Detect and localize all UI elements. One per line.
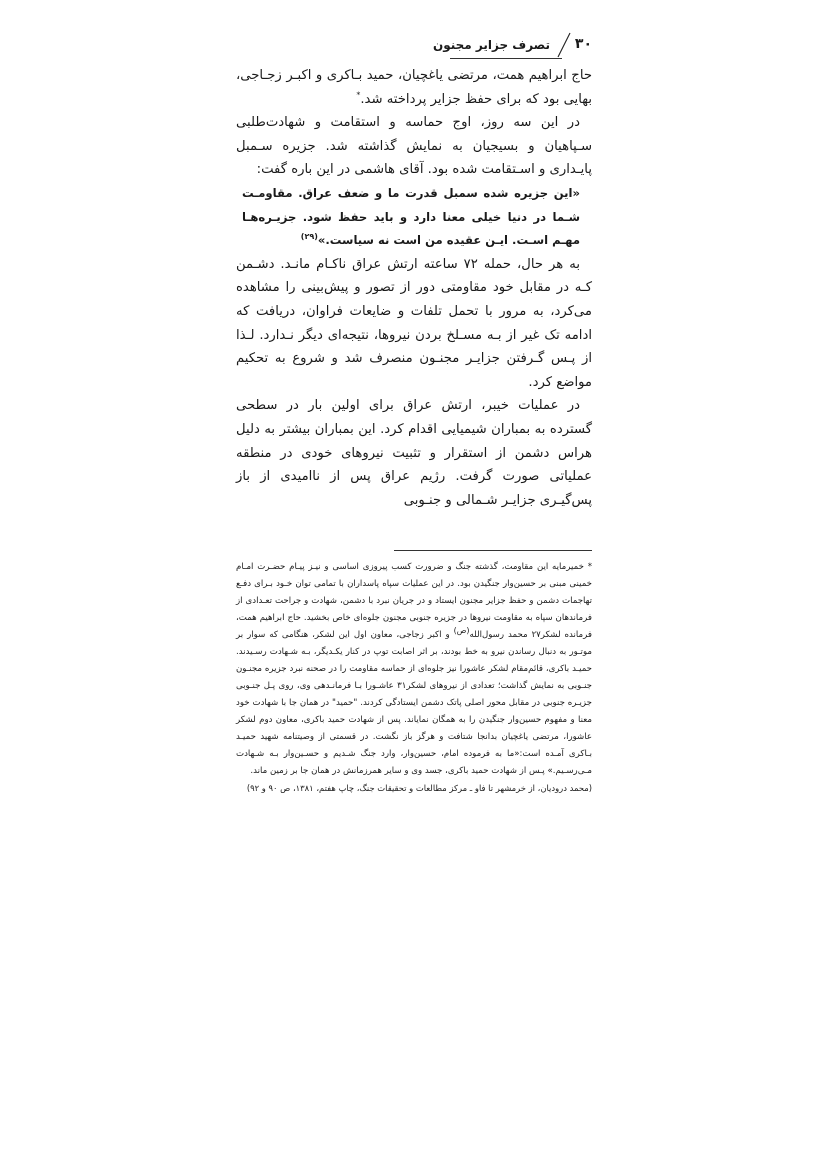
paragraph: در این سه روز، اوج حماسه و استقامت و شهادت‌طلبی سـپاهیان و بسیجیان به نمایش گذاشته شد. جزیره سـمبل پایـداری و اسـتقامت شده بود. آقای هاشمی در این باره گفت:: [236, 115, 592, 178]
paragraph: [236, 64, 592, 111]
footnote-marker: *: [356, 90, 361, 100]
reference-number: (۲۹): [300, 232, 318, 242]
divider-slash-icon: [556, 32, 572, 58]
footnote-mark: *: [587, 562, 592, 573]
footnote: [236, 559, 592, 797]
paragraph-text: حاج ابراهیم همت، مرتضی یاغچیان، حمید بـاکری و اکبـر زجـاجی، بهایی بود که برای حفظ جزایر پرداخته شد.: [236, 68, 592, 107]
paragraph: در عملیات خیبر، ارتش عراق برای اولین بار در سطحی گسترده به بمباران شیمیایی اقدام کرد. این بمباران بیشتر به دلیل هراس دشمن از استقرار و تثبیت نیروهای خودی در منطقه عملیاتی صورت گرفت. رژیم عراق پس از ناامیدی از باز پس‌گیـری جزایـر شـمالی و جنـوبی: [236, 398, 592, 508]
quotation: [236, 182, 592, 253]
quotation-text: «این جزیره شده سمبل قدرت ما و ضعف عراق. مقاومـت شـما در دنیا خیلی معنا دارد و باید حفظ شود. جزیـره‌هـا مهـم اسـت. ایـن عقیده من است نه سیاست.»: [242, 185, 580, 248]
book-page: [236, 30, 592, 797]
footnote-text-a: خمیرمایه این مقاومت، گذشته جنگ و ضرورت کسب پیروزی اساسی و نیـز پیـام حضـرت امـام خمینی مبنی بر حسین‌وار جنگیدن بود. در این عملیات سپاه پاسداران با تمامی توان خـود بـرای دفـع تهاجمات دشمن و حفظ جزایر مجنون ایستاد و در جریان نبرد با دشمن، شهادت و جراحت تعـدادی از فرماندهان سپاه به مقاومت نیروها در جزیره جنوبی مجنون جلوه‌ای خاص بخشید. حاج ابراهیم همت، فرمانده لشکر۲۷ محمد رسول‌الله: [236, 562, 593, 641]
page-header: [236, 30, 592, 60]
main-text: [236, 64, 592, 512]
footnote-rule: [394, 550, 592, 551]
footnote-text-b: و اکبر زجاجی، معاون اول این لشکر، هنگامی که سوار بر موتـور به دنبال رساندن نیرو به خط بودند، بر اثر اصابت توپ در کنار یکـدیگر، بـه شـهادت رسـیدند. حمیـد باکری، قائم‌مقام لشکر عاشورا نیز جلوه‌ای از حماسه مقاومت را در صحنه نبرد جزیره مجنـون جنـوبی به نمایش گذاشت؛ تعدادی از نیروهای لشکر۳۱ عاشـورا بـا فرمانـدهی وی، روی پـل جنـوبی جزیـره جنوبی در مقابل محور اصلی پاتک دشمن ایستادگی کردند. "حمید" در همان جا با شهادت خود معنا و مفهوم حسین‌وار جنگیدن را به همگان نمایاند. پس از شهادت حمید باکری، معاون دوم لشکر عاشورا، مرتضی یاغچیان بدانجا شتافت و هرگز باز نگشت. در قسمتی از وصیتنامه شهید حمیـد بـاکری آمـده است:«ما به فرموده امام، حسین‌وار، وارد جنگ شـدیم و حسـین‌وار بـه شـهادت مـی‌رسـیم.» پـس از شهادت حمید باکری، جسد وی و سایر همرزمانش در همان جا بر زمین ماند.: [236, 630, 592, 777]
footnote-text: [236, 559, 592, 780]
honorific: (ص): [453, 626, 470, 636]
paragraph: به هر حال، حمله ۷۲ ساعته ارتش عراق ناکـام مانـد. دشـمن کـه در مقابل خود مقاومتی دور از تصور و پیش‌بینی را مشاهده می‌کرد، به مرور با تحمل تلفات و ضایعات فراوان، دریافت که ادامه تک غیر از بـه مسـلخ بردن نیروها، نتیجه‌ای دیگر نـدارد. لـذا از پـس گـرفتن جزایـر مجنـون منصرف شد و شروع به تحکیم مواضع کرد.: [236, 256, 592, 390]
footnote-source: (محمد درودیان، از خرمشهر تا فاو ـ مرکز مطالعات و تحقیقات جنگ، چاپ هفتم، ۱۳۸۱، ص ۹۰ و ۹۲): [246, 783, 592, 794]
header-rule: [450, 58, 562, 59]
running-head: تصرف جزایر مجنون: [432, 38, 550, 52]
page-number: ۳۰: [574, 36, 592, 52]
